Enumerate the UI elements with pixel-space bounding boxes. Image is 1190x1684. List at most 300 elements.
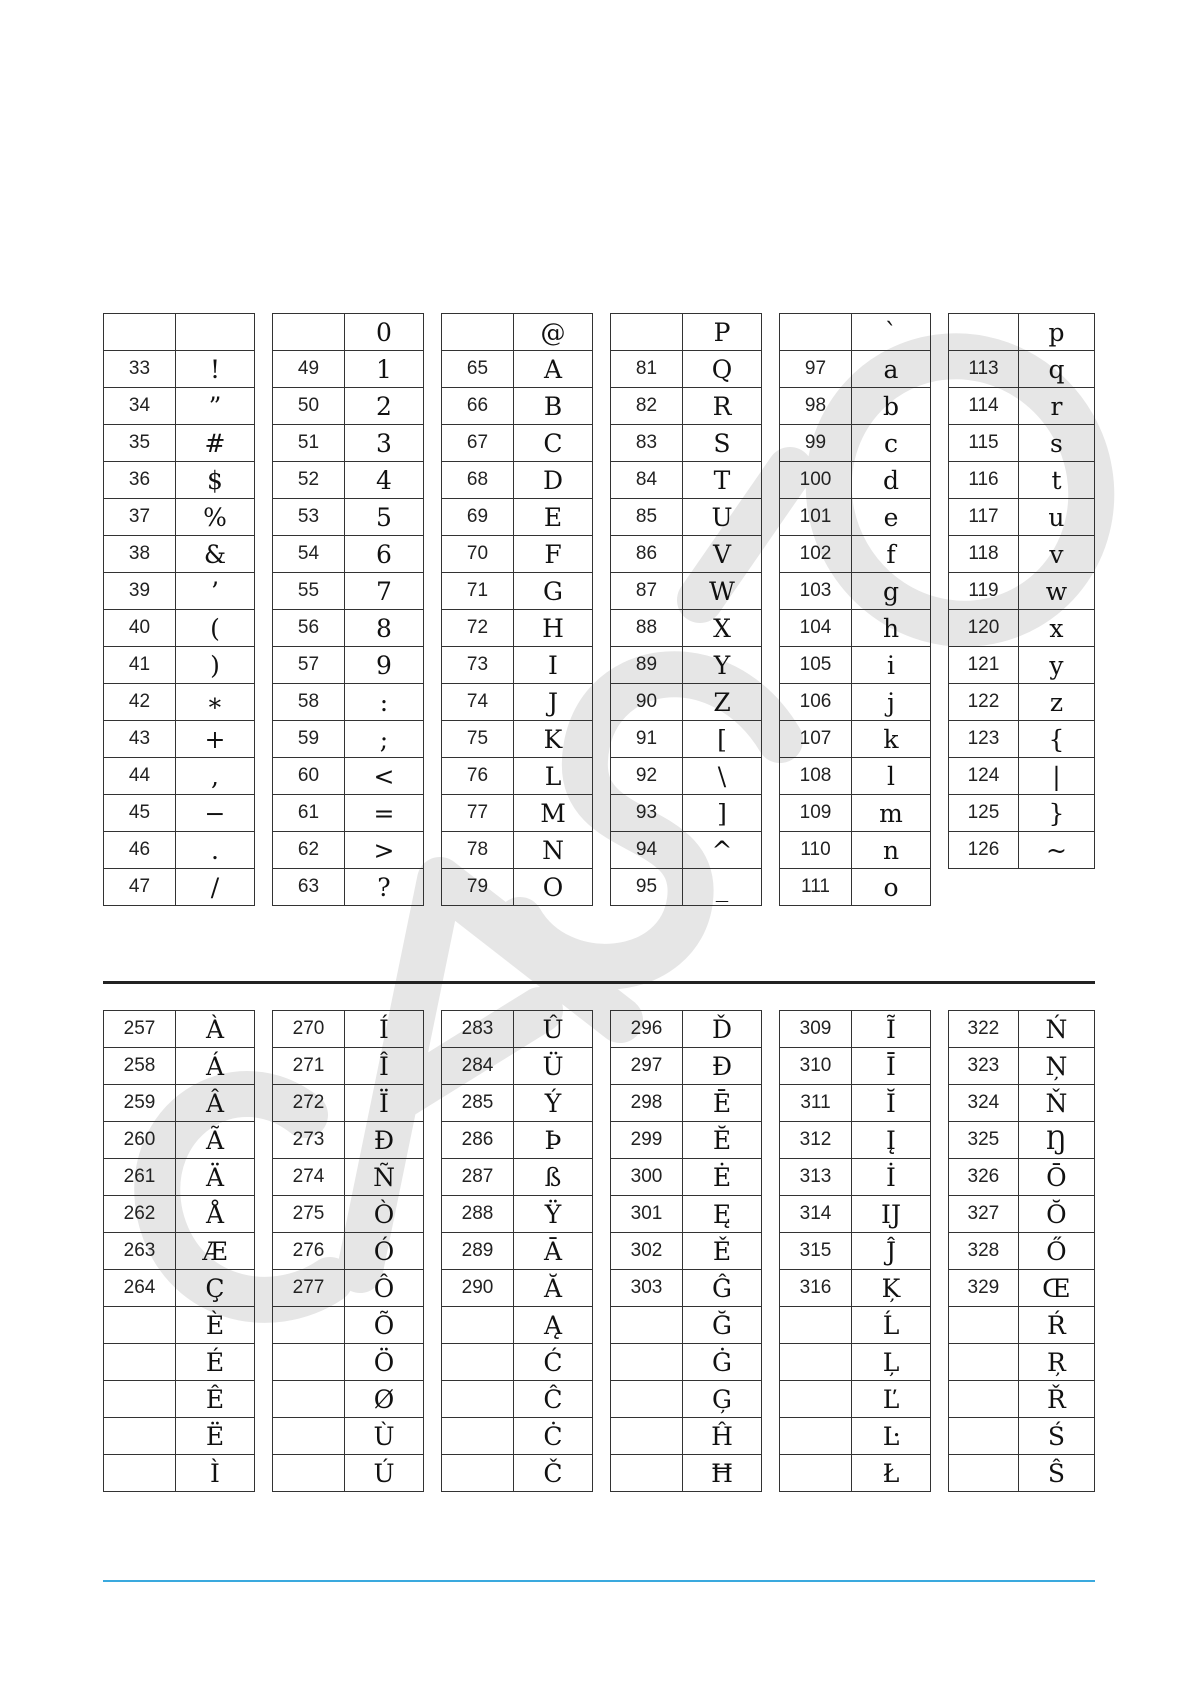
table-row <box>273 758 424 795</box>
table-row <box>949 721 1095 758</box>
char-code-cell: 286 <box>442 1122 514 1159</box>
char-code-cell: 105 <box>780 647 852 684</box>
char-glyph-cell: = <box>345 795 424 832</box>
table-row <box>104 1418 255 1455</box>
char-glyph-cell: H <box>514 610 593 647</box>
char-glyph-cell: Œ <box>1018 1270 1094 1307</box>
char-code-cell: 275 <box>273 1196 345 1233</box>
table-row <box>949 1011 1095 1048</box>
char-glyph-cell: Ă <box>514 1270 593 1307</box>
table-row <box>104 1159 255 1196</box>
char-glyph-cell: Ą <box>514 1307 593 1344</box>
char-glyph-cell: e <box>852 499 931 536</box>
char-glyph-cell: Ő <box>1018 1233 1094 1270</box>
table-row <box>104 684 255 721</box>
table-row <box>273 684 424 721</box>
table-row <box>273 573 424 610</box>
char-code-cell: 260 <box>104 1122 176 1159</box>
table-row <box>611 1122 762 1159</box>
char-code-cell: 71 <box>442 573 514 610</box>
char-glyph-cell: ? <box>345 869 424 906</box>
char-glyph-cell: Q <box>683 351 762 388</box>
char-code-cell: 62 <box>273 832 345 869</box>
char-code-cell <box>104 314 176 351</box>
table-row <box>611 1085 762 1122</box>
char-glyph-cell: Ğ <box>683 1307 762 1344</box>
char-code-cell <box>780 1381 852 1418</box>
char-glyph-cell: $ <box>176 462 255 499</box>
char-code-cell: 124 <box>949 758 1019 795</box>
char-glyph-cell: Ĥ <box>683 1418 762 1455</box>
char-code-cell <box>949 1344 1019 1381</box>
char-glyph-cell: P <box>683 314 762 351</box>
table-row <box>949 425 1095 462</box>
table-row <box>273 1344 424 1381</box>
char-glyph-cell: d <box>852 462 931 499</box>
char-code-cell: 61 <box>273 795 345 832</box>
char-code-cell: 100 <box>780 462 852 499</box>
char-code-cell <box>949 1381 1019 1418</box>
char-code-cell: 99 <box>780 425 852 462</box>
char-glyph-cell: X <box>683 610 762 647</box>
table-row <box>442 869 593 906</box>
char-code-cell <box>442 1418 514 1455</box>
char-glyph-cell: Ç <box>176 1270 255 1307</box>
table-row <box>442 1011 593 1048</box>
char-glyph-cell: Ņ <box>1018 1048 1094 1085</box>
char-glyph-cell: S <box>683 425 762 462</box>
char-code-cell: 259 <box>104 1085 176 1122</box>
table-row <box>949 462 1095 499</box>
char-code-cell: 92 <box>611 758 683 795</box>
char-glyph-cell: 2 <box>345 388 424 425</box>
char-glyph-cell: Ø <box>345 1381 424 1418</box>
char-glyph-cell: / <box>176 869 255 906</box>
char-glyph-cell: ` <box>852 314 931 351</box>
char-glyph-cell: Ï <box>345 1085 424 1122</box>
table-row <box>780 1048 931 1085</box>
table-row <box>780 499 931 536</box>
char-glyph-cell: s <box>1018 425 1094 462</box>
char-code-cell: 285 <box>442 1085 514 1122</box>
table-row <box>780 832 931 869</box>
table-row <box>780 647 931 684</box>
char-glyph-cell: Æ <box>176 1233 255 1270</box>
char-glyph-cell: # <box>176 425 255 462</box>
char-glyph-cell: À <box>176 1011 255 1048</box>
char-glyph-cell: A <box>514 351 593 388</box>
table-row <box>442 795 593 832</box>
char-glyph-cell: Ę <box>683 1196 762 1233</box>
char-glyph-cell: f <box>852 536 931 573</box>
char-code-cell: 276 <box>273 1233 345 1270</box>
table-row <box>611 499 762 536</box>
char-code-cell: 102 <box>780 536 852 573</box>
char-code-cell: 46 <box>104 832 176 869</box>
char-code-cell: 288 <box>442 1196 514 1233</box>
table-row <box>273 869 424 906</box>
char-code-cell: 89 <box>611 647 683 684</box>
char-code-cell: 299 <box>611 1122 683 1159</box>
char-code-cell: 262 <box>104 1196 176 1233</box>
char-glyph-cell: Ŋ <box>1018 1122 1094 1159</box>
char-glyph-cell: o <box>852 869 931 906</box>
char-glyph-cell: È <box>176 1307 255 1344</box>
char-code-cell <box>273 1344 345 1381</box>
char-code-cell <box>104 1381 176 1418</box>
table-row <box>104 388 255 425</box>
char-glyph-cell: Ĳ <box>852 1196 931 1233</box>
char-code-cell: 36 <box>104 462 176 499</box>
char-code-cell: 300 <box>611 1159 683 1196</box>
char-code-cell: 37 <box>104 499 176 536</box>
char-glyph-cell: Ė <box>683 1159 762 1196</box>
table-row <box>442 425 593 462</box>
char-glyph-cell: G <box>514 573 593 610</box>
char-glyph-cell: M <box>514 795 593 832</box>
table-row <box>780 573 931 610</box>
table-row <box>611 351 762 388</box>
char-code-cell <box>780 1307 852 1344</box>
table-row <box>611 314 762 351</box>
table-row <box>442 684 593 721</box>
table-row <box>442 1048 593 1085</box>
char-code-cell: 322 <box>949 1011 1019 1048</box>
char-code-cell <box>949 1455 1019 1492</box>
char-glyph-cell: y <box>1018 647 1094 684</box>
table-row <box>949 832 1095 869</box>
char-code-cell: 68 <box>442 462 514 499</box>
char-glyph-cell: Ł <box>852 1455 931 1492</box>
table-row <box>780 1455 931 1492</box>
table-row <box>949 1122 1095 1159</box>
char-code-cell: 56 <box>273 610 345 647</box>
table-row <box>780 351 931 388</box>
table-row <box>442 647 593 684</box>
char-code-cell: 50 <box>273 388 345 425</box>
char-code-cell: 261 <box>104 1159 176 1196</box>
char-code-cell: 51 <box>273 425 345 462</box>
char-code-cell: 69 <box>442 499 514 536</box>
char-glyph-cell: Ĝ <box>683 1270 762 1307</box>
table-row <box>611 647 762 684</box>
char-glyph-cell: 3 <box>345 425 424 462</box>
char-code-cell: 302 <box>611 1233 683 1270</box>
char-glyph-cell: Į <box>852 1122 931 1159</box>
char-glyph-cell: Ī <box>852 1048 931 1085</box>
char-glyph-cell: V <box>683 536 762 573</box>
char-glyph-cell: Ļ <box>852 1344 931 1381</box>
char-glyph-cell: Í <box>345 1011 424 1048</box>
char-code-cell: 114 <box>949 388 1019 425</box>
table-row <box>780 388 931 425</box>
char-code-cell <box>442 314 514 351</box>
char-code-cell <box>442 1344 514 1381</box>
char-code-cell <box>442 1307 514 1344</box>
char-code-cell: 325 <box>949 1122 1019 1159</box>
char-glyph-cell: 9 <box>345 647 424 684</box>
char-glyph-cell: 6 <box>345 536 424 573</box>
char-code-cell: 85 <box>611 499 683 536</box>
table-row <box>611 1344 762 1381</box>
table-row <box>104 1307 255 1344</box>
table-row <box>949 1344 1095 1381</box>
table-row <box>611 1048 762 1085</box>
char-code-cell: 58 <box>273 684 345 721</box>
table-row <box>104 573 255 610</box>
table-row <box>780 1233 931 1270</box>
table-row <box>104 721 255 758</box>
table-row <box>442 1307 593 1344</box>
char-code-cell: 67 <box>442 425 514 462</box>
table-row <box>611 1196 762 1233</box>
char-code-cell <box>442 1455 514 1492</box>
extended-table-3 <box>441 1010 593 1492</box>
char-glyph-cell: \ <box>683 758 762 795</box>
table-row <box>273 1233 424 1270</box>
table-row <box>442 1085 593 1122</box>
table-row <box>611 684 762 721</box>
ascii-table-6 <box>948 313 1095 869</box>
char-glyph-cell: Å <box>176 1196 255 1233</box>
char-glyph-cell: | <box>1018 758 1094 795</box>
table-row <box>949 314 1095 351</box>
table-row <box>104 536 255 573</box>
char-code-cell: 315 <box>780 1233 852 1270</box>
table-row <box>949 795 1095 832</box>
char-code-cell: 33 <box>104 351 176 388</box>
char-code-cell: 123 <box>949 721 1019 758</box>
table-row <box>949 1270 1095 1307</box>
char-code-cell: 88 <box>611 610 683 647</box>
char-glyph-cell: ) <box>176 647 255 684</box>
char-glyph-cell: b <box>852 388 931 425</box>
char-glyph-cell: z <box>1018 684 1094 721</box>
table-row <box>442 1418 593 1455</box>
char-glyph-cell: < <box>345 758 424 795</box>
table-row <box>442 1344 593 1381</box>
char-glyph-cell: Þ <box>514 1122 593 1159</box>
table-row <box>273 388 424 425</box>
table-row <box>104 1085 255 1122</box>
char-code-cell: 83 <box>611 425 683 462</box>
char-glyph-cell: Ö <box>345 1344 424 1381</box>
char-glyph-cell: ] <box>683 795 762 832</box>
char-glyph-cell: Ħ <box>683 1455 762 1492</box>
char-glyph-cell: Ë <box>176 1418 255 1455</box>
char-glyph-cell: Ù <box>345 1418 424 1455</box>
char-code-cell: 297 <box>611 1048 683 1085</box>
char-glyph-cell: Ŏ <box>1018 1196 1094 1233</box>
char-glyph-cell: v <box>1018 536 1094 573</box>
char-glyph-cell: Ŀ <box>852 1418 931 1455</box>
char-code-cell: 296 <box>611 1011 683 1048</box>
char-glyph-cell: Y <box>683 647 762 684</box>
char-code-cell: 298 <box>611 1085 683 1122</box>
table-row <box>104 425 255 462</box>
char-code-cell: 125 <box>949 795 1019 832</box>
char-code-cell: 311 <box>780 1085 852 1122</box>
table-row <box>780 610 931 647</box>
table-row <box>273 499 424 536</box>
char-glyph-cell: 1 <box>345 351 424 388</box>
char-code-cell: 43 <box>104 721 176 758</box>
table-row <box>104 758 255 795</box>
char-code-cell <box>780 314 852 351</box>
table-row <box>273 425 424 462</box>
char-code-cell: 41 <box>104 647 176 684</box>
char-code-cell: 60 <box>273 758 345 795</box>
char-code-cell: 108 <box>780 758 852 795</box>
table-row <box>611 721 762 758</box>
table-row <box>104 1011 255 1048</box>
char-glyph-cell: Ŝ <box>1018 1455 1094 1492</box>
table-row <box>611 1233 762 1270</box>
table-row <box>273 1085 424 1122</box>
char-code-cell <box>611 1344 683 1381</box>
char-glyph-cell: Ģ <box>683 1381 762 1418</box>
extended-table-1 <box>103 1010 255 1492</box>
char-code-cell: 109 <box>780 795 852 832</box>
char-code-cell <box>611 1307 683 1344</box>
table-row <box>611 1159 762 1196</box>
char-code-cell: 313 <box>780 1159 852 1196</box>
table-row <box>611 610 762 647</box>
char-glyph-cell: > <box>345 832 424 869</box>
table-row <box>104 314 255 351</box>
table-row <box>442 573 593 610</box>
table-row <box>949 573 1095 610</box>
char-glyph-cell: F <box>514 536 593 573</box>
table-row <box>780 536 931 573</box>
char-code-cell: 327 <box>949 1196 1019 1233</box>
char-glyph-cell: U <box>683 499 762 536</box>
table-row <box>949 1233 1095 1270</box>
char-code-cell <box>104 1418 176 1455</box>
char-glyph-cell: Đ <box>683 1048 762 1085</box>
extended-table-6 <box>948 1010 1095 1492</box>
char-glyph-cell: 8 <box>345 610 424 647</box>
char-code-cell: 272 <box>273 1085 345 1122</box>
table-row <box>611 573 762 610</box>
table-row <box>949 388 1095 425</box>
char-glyph-cell: Ä <box>176 1159 255 1196</box>
char-code-cell <box>611 1455 683 1492</box>
char-glyph-cell: Ō <box>1018 1159 1094 1196</box>
table-row <box>104 1270 255 1307</box>
char-code-cell: 86 <box>611 536 683 573</box>
char-code-cell <box>611 1418 683 1455</box>
char-code-cell: 77 <box>442 795 514 832</box>
char-glyph-cell: t <box>1018 462 1094 499</box>
char-glyph-cell: Ô <box>345 1270 424 1307</box>
char-glyph-cell: l <box>852 758 931 795</box>
char-code-cell <box>949 1418 1019 1455</box>
char-glyph-cell: : <box>345 684 424 721</box>
ascii-table-5 <box>779 313 931 906</box>
table-row <box>104 1455 255 1492</box>
char-code-cell: 119 <box>949 573 1019 610</box>
char-glyph-cell: ~ <box>1018 832 1094 869</box>
table-row <box>780 425 931 462</box>
char-code-cell: 120 <box>949 610 1019 647</box>
char-glyph-cell: k <box>852 721 931 758</box>
table-row <box>273 647 424 684</box>
char-code-cell: 55 <box>273 573 345 610</box>
table-row <box>780 1122 931 1159</box>
table-row <box>104 1233 255 1270</box>
table-row <box>273 1048 424 1085</box>
table-row <box>442 499 593 536</box>
char-code-cell: 274 <box>273 1159 345 1196</box>
char-code-cell: 63 <box>273 869 345 906</box>
table-row <box>104 1344 255 1381</box>
table-row <box>104 832 255 869</box>
char-code-cell <box>442 1381 514 1418</box>
ascii-table-3 <box>441 313 593 906</box>
char-code-cell: 47 <box>104 869 176 906</box>
char-glyph-cell: ß <box>514 1159 593 1196</box>
char-glyph-cell: B <box>514 388 593 425</box>
table-row <box>780 795 931 832</box>
char-glyph-cell: Ú <box>345 1455 424 1492</box>
table-row <box>611 1011 762 1048</box>
table-row <box>442 1270 593 1307</box>
char-code-cell: 126 <box>949 832 1019 869</box>
char-glyph-cell: Ć <box>514 1344 593 1381</box>
char-code-cell: 54 <box>273 536 345 573</box>
table-row <box>611 1455 762 1492</box>
char-code-cell <box>273 314 345 351</box>
char-code-cell <box>611 1381 683 1418</box>
extended-table-4 <box>610 1010 762 1492</box>
char-glyph-cell: Ü <box>514 1048 593 1085</box>
char-glyph-cell: _ <box>683 869 762 906</box>
char-code-cell: 258 <box>104 1048 176 1085</box>
char-glyph-cell: T <box>683 462 762 499</box>
table-row <box>780 758 931 795</box>
char-glyph-cell: İ <box>852 1159 931 1196</box>
char-code-cell: 283 <box>442 1011 514 1048</box>
char-glyph-cell: Ð <box>345 1122 424 1159</box>
table-row <box>611 536 762 573</box>
table-row <box>611 462 762 499</box>
table-row <box>442 351 593 388</box>
table-row <box>442 1455 593 1492</box>
char-glyph-cell: Ã <box>176 1122 255 1159</box>
table-row <box>949 758 1095 795</box>
table-row <box>780 1011 931 1048</box>
char-glyph-cell: E <box>514 499 593 536</box>
char-code-cell: 65 <box>442 351 514 388</box>
char-glyph-cell <box>176 314 255 351</box>
table-row <box>442 832 593 869</box>
char-glyph-cell: 0 <box>345 314 424 351</box>
table-row <box>780 721 931 758</box>
char-glyph-cell: L <box>514 758 593 795</box>
char-glyph-cell: Ñ <box>345 1159 424 1196</box>
section-divider <box>103 981 1095 984</box>
char-code-cell: 87 <box>611 573 683 610</box>
table-row <box>780 684 931 721</box>
table-row <box>611 832 762 869</box>
table-row <box>949 499 1095 536</box>
char-code-cell: 113 <box>949 351 1019 388</box>
table-row <box>780 1085 931 1122</box>
char-glyph-cell: Ý <box>514 1085 593 1122</box>
char-glyph-cell: C <box>514 425 593 462</box>
char-glyph-cell: + <box>176 721 255 758</box>
